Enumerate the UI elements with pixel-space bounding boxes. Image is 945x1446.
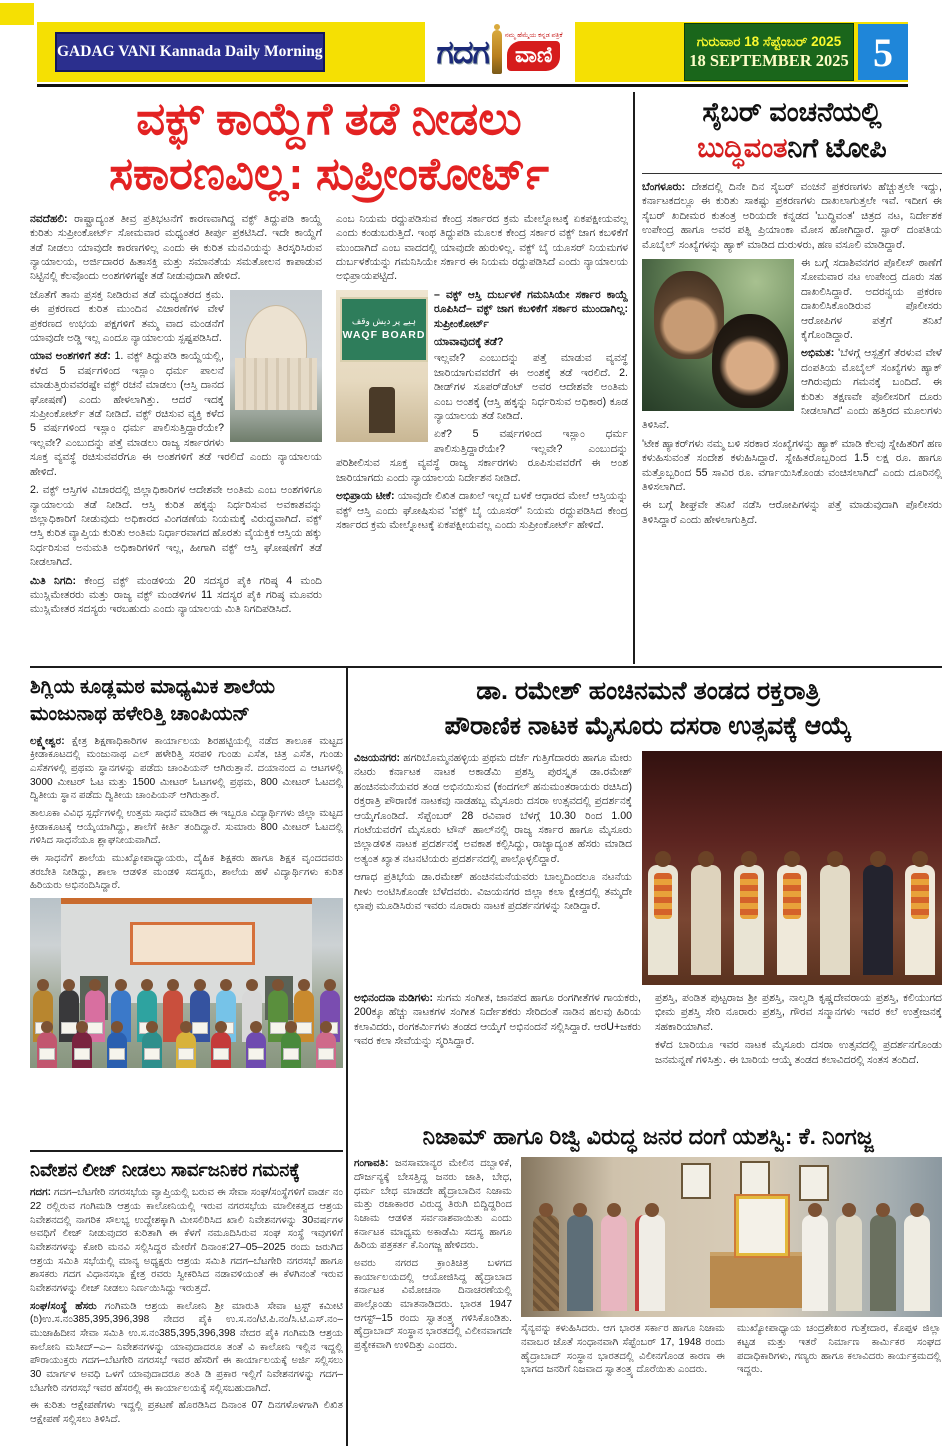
dasara-column-1 <box>354 991 641 1126</box>
students-front-row <box>30 1032 343 1068</box>
artist-figure <box>734 865 764 975</box>
logo-text-gadag: ಗದಗ <box>436 34 489 70</box>
dasara-headline: ಡಾ. ರಮೇಶ್ ಹಂಚಿನಮನೆ ತಂಡದ ರಕ್ತರಾತ್ರಿ ಪೌರಾಣಿಕ ನಾಟಕ ಮೈಸೂರು ದಸರಾ ಉತ್ಸವಕ್ಕೆ ಆಯ್ಕೆ <box>444 677 852 740</box>
paragraph: ಸೈನ್ಯವನ್ನು ಕಳುಹಿಸಿದರು. ಆಗ ಭಾರತ ಸರ್ಕಾರ ಹಾಗೂ ನಿಜಾಮ ನವಾಬರ ಜೊತೆ ಸಂಧಾನವಾಗಿ ಸೆಪ್ಟೆಂಬರ್ 17, 1948 ರಂದು ಹೈದ್ರಾಬಾದ್ ಸಂಸ್ಥಾನ ಭಾರತದಲ್ಲಿ ವಿಲೀನಗೊಂಡ ಕಾರಣ ಈ ಭಾಗದ ಜನರಿಗೆ ನಿಜವಾದ ಸ್ವಾತಂತ್ರ್ಯ ದೊರೆಯಿತು ಎಂದರು. <box>521 1323 725 1376</box>
nizam-event-photo <box>521 1157 942 1317</box>
student-figure <box>211 1032 231 1068</box>
attendee-figure <box>567 1215 593 1311</box>
wall-photo-frame <box>681 1163 711 1199</box>
student-figure <box>316 1032 336 1068</box>
supreme-court-photo <box>230 290 322 442</box>
school-headline: ಶಿಗ್ಲಿಯ ಕೂಡ್ಲಮಠ ಮಾಧ್ಯಮಿಕ ಶಾಲೆಯ ಮಂಜುನಾಥ ಹಳೇರಿತ್ತಿ ಚಾಂಪಿಯನ್ <box>30 676 276 726</box>
lease-headline: ನಿವೇಶನ ಲೀಜ್ ನೀಡಲು ಸಾರ್ವಜನಿಕರ ಗಮನಕ್ಕೆ <box>30 1160 300 1180</box>
newspaper-logo <box>425 22 575 82</box>
artist-figure <box>905 865 935 975</box>
logo-text-vani: ವಾಣಿ <box>507 41 560 71</box>
wall-photo-frame <box>799 1165 829 1201</box>
nizam-column-1 <box>521 1322 725 1440</box>
paragraph: ಗಂಗಾವತಿ: ಜನಸಾಮಾನ್ಯರ ಮೇಲಿನ ದಬ್ಬಾಳಿಕೆ, ದೌರ್ಜನ್ಯಕ್ಕೆ ಬೇಸತ್ತಿದ್ದ ಜನರು ಜಾತಿ, ಬೇಧ, ಧರ್ಮ ಬೇಧ ಮಾಡದೇ ಹೈದ್ರಾಬಾದಿನ ನಿಜಾಮ ಮತ್ತು ರಜಾಕಾರರ ವಿರುದ್ಧ ತಿರುಗಿ ಬಿದ್ದಿದ್ದರಿಂದ ನಿಜಾಮ ಆಡಳಿತ ಸರ್ವನಾಶವಾಯಿತು ಎಂದು ಕರ್ನಾಟಕ ಮಾಧ್ಯಮ ಅಕಾಡೆಮಿ ಸದಸ್ಯ ಹಾಗೂ ಹಿರಿಯ ಪತ್ರಕರ್ತ ಕೆ.ನಿಂಗಜ್ಜ ಹೇಳಿದರು. <box>354 1158 512 1252</box>
student-figure <box>107 1032 127 1068</box>
artist-figure <box>820 865 850 975</box>
pull-quote: – ವಕ್ಫ್ ಆಸ್ತಿ ದುರ್ಬಳಕೆ ಗಮನಿಸಿಯೇ ಸರ್ಕಾರ ಕಾಯ್ದೆ ರೂಪಿಸಿದೆ– ವಕ್ಫ್ ಜಾಗ ಕಬಳಿಕೆಗೆ ಸರ್ಕಾರ ಮುಂದಾಗಿಲ್ಲ: ಸುಪ್ರೀಂಕೋರ್ಟ್ <box>434 288 628 330</box>
actress-figure <box>712 314 788 408</box>
paragraph: ಜೊತೆಗೆ ತಾನು ಪ್ರಸಕ್ತ ನೀಡಿರುವ ತಡೆ ಮಧ್ಯಂತರದ ಕ್ರಮ. ಈ ಪ್ರಕರಣದ ಕುರಿತ ಮುಂದಿನ ವಿಚಾರಣೆಗಳ ವೇಳೆ ಪ್ರಕರಣದ ಉಭಯ ಪಕ್ಷಗಳಿಗೆ ತಮ್ಮ ವಾದ ಮಂಡನೆಗೆ ಯಾವುದೇ ಅಡ್ಡಿ ಇಲ್ಲ ಎಂದೂ ನ್ಯಾಯಾಲಯ ಸ್ಪಷ್ಟಪಡಿಸಿದೆ. <box>30 288 224 345</box>
attendee-figure <box>836 1215 862 1311</box>
paragraph: ಯಾವ ಅಂಶಗಳಿಗೆ ತಡೆ: 1. ವಕ್ಫ್ ತಿದ್ದುಪಡಿ ಕಾಯ್ದೆಯಲ್ಲಿ, ಕಳೆದ 5 ವರ್ಷಗಳಿಂದ ಇಸ್ಲಾಂ ಧರ್ಮ ಪಾಲನೆ ಮಾಡುತ್ತಿರುವವರಷ್ಟೇ ವಕ್ಫ್ ರಚನೆ ಮಾಡಲು (ಆಸ್ತಿ ದಾನದ ಘೋಷಣೆ) ಎಂದು ಹೇಳಲಾಗಿತ್ತು. ಆದರೆ ಇದಕ್ಕೆ ಸುಪ್ರೀಂಕೋರ್ಟ್ ತಡೆ ನೀಡಿದೆ. ವಕ್ಫ್ ರಚಿಸುವ ವ್ಯಕ್ತಿ ಕಳೆದ 5 ವರ್ಷಗಳಿಂದ ಇಸ್ಲಾಂ ಧರ್ಮ ಪಾಲಿಸುತ್ತಿದ್ದಾರೆಯೇ? ಇಲ್ಲವೇ? ಎಂಬುದನ್ನು ಪತ್ತೆ ಮಾಡಲು ರಾಜ್ಯ ಸರ್ಕಾರಗಳು ಸೂಕ್ತ ವ್ಯವಸ್ಥೆ ರಚಿಸುವವರೆಗೂ ಈ ಅಂಶಗಳಿಗೆ ತಡೆ ಇರಲಿದೆ ಎಂದು ನ್ಯಾಯಾಲಯ ಹೇಳಿದೆ. <box>30 350 322 478</box>
wall-photo-frame <box>740 1161 770 1197</box>
page-number: 5 <box>858 24 908 80</box>
paragraph: ಬೆಂಗಳೂರು: ದೇಶದಲ್ಲಿ ದಿನೇ ದಿನ ಸೈಬರ್ ವಂಚನೆ ಪ್ರಕರಣಗಳು ಹೆಚ್ಚುತ್ತಲೇ ಇದ್ದು, ಕರ್ನಾಟಕದಲ್ಲೂ ಈ ಕುರಿತು ಸಾಕಷ್ಟು ಪ್ರಕರಣಗಳು ದಾಖಲಾಗುತ್ತಲೇ ಇವೆ. ಇದೀಗ ಈ ಸೈಬರ್ ಖದೀಮರ ಕುತಂತ್ರ ಅರಿಯದೇ ಕನ್ನಡದ 'ಬುದ್ಧಿವಂತ' ಚಿತ್ರದ ನಟ, ನಿರ್ದೇಶಕ ಉಪೇಂದ್ರ ಹಾಗೂ ಅವರ ಪತ್ನಿ ಪ್ರಿಯಾಂಕಾ ಮೋಸ ಹೋಗಿದ್ದಾರೆ. ಸ್ಟಾರ್ ದಂಪತಿಯ ಮೊಬೈಲ್ ಸಂಖ್ಯೆಗಳನ್ನು ಹ್ಯಾಕ್ ಮಾಡಿದ ದುರುಳರು, ಹಣ ವಸೂಲಿ ಮಾಡಿದ್ದಾರೆ. <box>642 180 942 251</box>
section-rule <box>30 666 942 668</box>
article-school <box>30 674 343 1126</box>
column-rule <box>633 92 635 664</box>
dasara-stage-photo <box>642 751 942 985</box>
waqf-headline: ವಕ್ಫ್ ಕಾಯ್ದೆಗೆ ತಡೆ ನೀಡಲು ಸಕಾರಣವಿಲ್ಲ: ಸುಪ್ರೀಂಕೋರ್ಟ್ <box>109 93 549 199</box>
masthead <box>37 22 908 82</box>
waqf-board-photo <box>336 290 428 442</box>
masthead-rule <box>37 84 908 87</box>
article-dasara <box>354 674 942 1126</box>
nizam-column-2 <box>737 1322 941 1440</box>
upendra-couple-photo <box>642 259 794 411</box>
paragraph: ಪ್ರಶಸ್ತಿ, ಪಂಡಿತ ಪುಟ್ಟರಾಜ ಶ್ರೀ ಪ್ರಶಸ್ತಿ, ನಾಲ್ವಡಿ ಕೃಷ್ಣದೇವರಾಯ ಪ್ರಶಸ್ತಿ, ಕಲಿಯುಗದ ಭೀಮ ಪ್ರಶಸ್ತಿ ಸೇರಿ ನೂರಾರು ಪ್ರಶಸ್ತಿ, ಗೌರವ ಸನ್ಮಾನಗಳು ಇವರ ಕಲೆ ಉತ್ತೇಜನಕ್ಕೆ ಸಹಕಾರಿಯಾಗಿವೆ. <box>655 992 942 1033</box>
attendee-figure <box>635 1215 665 1311</box>
corner-mark <box>0 3 34 25</box>
column-rule <box>346 668 348 1446</box>
date-box <box>684 23 854 81</box>
paragraph: ವಿಜಯನಗರ: ಹಗರಿಬೊಮ್ಮನಹಳ್ಳಿಯ ಪ್ರಥಮ ದರ್ಜೆ ಗುತ್ತಿಗೆದಾರರು ಹಾಗೂ ಮೇರು ನಟರು ಕರ್ನಾಟಕ ನಾಟಕ ಅಕಾಡೆಮಿ ಪ್ರಶಸ್ತಿ ಪುರಸ್ಕೃತ ಡಾ.ರಮೇಶ್ ಹಂಚಿನಮನೆಯವರ ತಂಡ ಅಭಿನಯಿಸುವ (ಕಂದಗಲ್ ಹನುಮಂತರಾಯರು ರಚಿಸಿದ) ರಕ್ತರಾತ್ರಿ ಪೌರಾಣಿಕ ನಾಟಕವು ನಾಡಹಬ್ಬ ಮೈಸೂರು ದಸರಾ ಉತ್ಸವದಲ್ಲಿ ಪ್ರದರ್ಶನಕ್ಕೆ ಆಯ್ಕೆಗೊಂಡಿದೆ. ಸೆಪ್ಟೆಂಬರ್ 28 ರವಿವಾರ ಬೆಳಗ್ಗೆ 10.30 ರಿಂದ 1.00 ಗಂಟೆಯವರೆಗೆ ಮೈಸೂರು ಟೌನ್ ಹಾಲ್‌ನಲ್ಲಿ ರಾಜ್ಯ ಸರ್ಕಾರ ಹಾಗೂ ಮೈಸೂರು ಜಿಲ್ಲಾಡಳಿತ ನಾಟಕ ಪ್ರದರ್ಶನಕ್ಕೆ ಅವಕಾಶ ಕಲ್ಪಿಸಿದ್ದು, ರಾಜ್ಯಾದ್ಯಂತ ಹೆಸರು ಮಾಡಿದ ಅತ್ಯಂತ ಖ್ಯಾತ ನಟನಟಿಯರು ಪ್ರದರ್ಶನದಲ್ಲಿ ಪಾಲ್ಗೊಳ್ಳಲಿದ್ದಾರೆ. <box>354 752 632 865</box>
waqf-board-sign <box>340 297 428 362</box>
stage-figures <box>642 865 942 975</box>
date-english: 18 SEPTEMBER 2025 <box>689 50 849 70</box>
dasara-column-2 <box>655 991 942 1126</box>
attendee-figure <box>870 1215 896 1311</box>
paragraph: ಈ ಸಾಧನೆಗೆ ಶಾಲೆಯ ಮುಖ್ಯೋಪಾಧ್ಯಾಯರು, ದೈಹಿಕ ಶಿಕ್ಷಕರು ಹಾಗೂ ಶಿಕ್ಷಕ ವೃಂದದವರು ತರಬೇತಿ ನೀಡಿದ್ದು, ಶಾಲಾ ಆಡಳಿತ ಮಂಡಳಿ ಸದಸ್ಯರು, ಶಾಲೆಯ ಹಳೆ ವಿದ್ಯಾರ್ಥಿಗಳು ಕುರಿತ ಹಿರಿಯರು ಅಭಿನಂದಿಸಿದ್ದಾರೆ. <box>30 852 343 892</box>
cyber-headline: ಸೈಬರ್ ವಂಚನೆಯಲ್ಲಿ ಬುದ್ಧಿವಂತನಿಗೆ ಟೋಪಿ <box>642 94 942 174</box>
waqf-column-1 <box>30 212 322 642</box>
attendee-figure <box>802 1215 828 1311</box>
attendees-right <box>802 1215 930 1311</box>
paragraph: ತಾಲೂಕಾ ವಿವಿಧ ಸ್ಪರ್ಧೆಗಳಲ್ಲಿ ಉತ್ತಮ ಸಾಧನೆ ಮಾಡಿದ ಈ ಇಬ್ಬರೂ ವಿದ್ಯಾರ್ಥಿಗಳು ಜಿಲ್ಲಾ ಮಟ್ಟದ ಕ್ರೀಡಾಕೂಟಕ್ಕೆ ಆಯ್ಕೆಯಾಗಿದ್ದು, ಶಾಲೆಗೆ ಕೀರ್ತಿ ತಂದಿದ್ದಾರೆ. ಸುಮಾರು 800 ಮೀಟರ್ ಓಟದಲ್ಲಿ ಗಳಿಸಿದ ಸಾಧನೆಯೂ ಶ್ಲಾಘನೀಯವಾಗಿದೆ. <box>30 807 343 847</box>
paragraph: ಈ ಬಗ್ಗೆ ಸದಾಶಿವನಗರ ಪೊಲೀಸ್ ಠಾಣೆಗೆ ಸೋಮವಾರ ನಟ ಉಪೇಂದ್ರ ದೂರು ಸಹ ದಾಖಲಿಸಿದ್ದಾರೆ. ಅದರನ್ವಯ ಪ್ರಕರಣ ದಾಖಲಿಸಿಕೊಂಡಿರುವ ಪೊಲೀಸರು ಆರೋಪಿಗಳ ಪತ್ತೆಗೆ ತನಿಖೆ ಕೈಗೊಂಡಿದ್ದಾರೆ. <box>801 256 942 341</box>
student-figure <box>142 1032 162 1068</box>
paragraph: ಎಂಬ ನಿಯಮ ರದ್ದುಪಡಿಸುವ ಕೇಂದ್ರ ಸರ್ಕಾರದ ಕ್ರಮ ಮೇಲ್ನೋಟಕ್ಕೆ ಏಕಪಕ್ಷೀಯವಲ್ಲ ಎಂದು ಕಂಡುಬರುತ್ತಿದೆ. ಇಂಥ ತಿದ್ದುಪಡಿ ಮೂಲಕ ಕೇಂದ್ರ ಸರ್ಕಾರ ವಕ್ಫ್ ಜಾಗ ಕಬಳಿಕೆಗೆ ಮುಂದಾಗಿದೆ ಎಂಬ ವಾದದಲ್ಲಿ ಯಾವುದೇ ಹುರುಳಿಲ್ಲ. ವಕ್ಫ್ ಬೈ ಯೂಸರ್ ನಿಯಮಗಳ ದುರ್ಬಳಕೆಯನ್ನು ಗಮನಿಸಿಯೇ ಸರ್ಕಾರ ಈ ನಿಯಮ ರದ್ದುಪಡಿಸಿದೆ ಎಂದು ನ್ಯಾಯಾಲಯ ಅಭಿಪ್ರಾಯಪಟ್ಟಿದೆ. <box>336 212 628 283</box>
paragraph: 2. ವಕ್ಫ್ ಆಸ್ತಿಗಳ ವಿಚಾರದಲ್ಲಿ ಜಿಲ್ಲಾಧಿಕಾರಿಗಳ ಆದೇಶವೇ ಅಂತಿಮ ಎಂಬ ಅಂಶಗಳಿಗೂ ನ್ಯಾಯಾಲಯ ತಡೆ ನೀಡಿದೆ. ಆಸ್ತಿ ಕುರಿತ ಹಕ್ಕನ್ನು ನಿರ್ಧರಿಸುವ ಅವಕಾಶವನ್ನು ಜಿಲ್ಲಾಧಿಕಾರಿಗೆ ನೀಡುವುದು ಅಧಿಕಾರದ ವಿಂಗಡಣೆಯ ನಿಯಮಕ್ಕೆ ವಿರುದ್ಧವಾಗಿದೆ. ವಕ್ಫ್ ಆಸ್ತಿ ಕುರಿತ ವ್ಯಾಪ್ತಿಯ ಕುರಿತು ಅಂತಿಮ ನಿರ್ಧಾರವಾಗದ ಹೊರತು ವೈಯಕ್ತಿಕ ಆಸ್ತಿಯ ಹಕ್ಕು ನಿರ್ಧರಿಸುವ ಅನುಮತಿ ಅಧಿಕಾರಿಗಳಿಗೆ ಇಲ್ಲ, ಹೀಗಾಗಿ ವಕ್ಫ್ ಆಸ್ತಿ ಘೋಷಣೆಗೆ ತಡೆ ನೀಡಲಾಗಿದೆ. <box>30 484 322 569</box>
waqf-column-2 <box>336 212 628 642</box>
paragraph: ಅಭಿಪ್ರಾಯ ಟೀಕೆ: ಯಾವುದೇ ಲಿಖಿತ ದಾಖಲೆ ಇಲ್ಲದೆ ಬಳಕೆ ಆಧಾರದ ಮೇಲೆ ಆಸ್ತಿಯನ್ನು ವಕ್ಫ್ ಆಸ್ತಿ ಎಂದು ಘೋಷಿಸುವ 'ವಕ್ಫ್ ಬೈ ಯೂಸರ್' ನಿಯಮ ರದ್ದುಪಡಿಸಿದ ಕೇಂದ್ರ ಸರ್ಕಾರದ ಕ್ರಮ ಮೇಲ್ನೋಟಕ್ಕೆ ಏಕಪಕ್ಷೀಯವಲ್ಲ ಎಂದು ಸುಪ್ರೀಂಕೋರ್ಟ್ ಹೇಳಿದೆ. <box>336 490 628 531</box>
paragraph: ಗದಗ: ಗದಗ–ಬೆಟಗೇರಿ ನಗರಸಭೆಯ ವ್ಯಾಪ್ತಿಯಲ್ಲಿ ಬರುವ ಈ ಸೇವಾ ಸಂಘ/ಸಂಸ್ಥೆಗಳಿಗೆ ವಾರ್ಡ ನಂ 22 ರಲ್ಲಿರುವ ಗಂಗಿಮಡಿ ಆಶ್ರಯ ಕಾಲೋನಿಯಲ್ಲಿ ಇರುವ ನಗರಸಭೆಯ ಮಾಲೀಕತ್ವದ ಆಶ್ರಯ ನಿವೇಶನದಲ್ಲಿ ನಾಗರಿಕ ಸೌಲಭ್ಯ ಉದ್ದೇಶಕ್ಕಾಗಿ ಮೀಸಲಿರಿಸಿದ ಖಾಲಿ ನಿವೇಶನಗಳನ್ನು 30ವರ್ಷಗಳ ಅವಧಿಗೆ ಲೀಜ್ ನೀಡುವುದರ ಕುರಿತಾಗಿ ಈ ಕೆಳಗೆ ನಮೂದಿಸಿರುವ ಸಂಘ ಸಂಸ್ಥೆ ಇವುಗಳಿಗೆ ನಿವೇಶನಗಳನ್ನು ಕೋರಿ ಮನವಿ ಸಲ್ಲಿಸಿದ್ದರ ಮೇರೆಗೆ ದಿನಾಂಕ:27–05–2025 ರಂದು ಜರುಗಿದ ಆಶ್ರಯ ಸಮಿತಿ ಸಭೆಯಲ್ಲಿ ಮಾನ್ಯ ಅಧ್ಯಕ್ಷರು ಆಶ್ರಯ ಸಮಿತಿ ಗದಗ–ಬೆಟಗೇರಿ ನಗರಸಭೆ ಹಾಗೂ ಶಾಸಕರು ಗದಗ ವಿಧಾನಸಭಾ ಕ್ಷೇತ್ರ ರವರು ಸ್ವೀಕರಿಸಿದ ನಡಾವಳಿಯಂತೆ ಈ ಕೆಳಗಿನಂತೆ ಇರುವ ನಿವೇಶನಗಳನ್ನು ಲೀಜ್ ನೀಡಲು ನಿರ್ಣಯಿಸಿದ್ದು ಇರುತ್ತದೆ. <box>30 1187 343 1294</box>
student-figure <box>246 1032 266 1068</box>
attendee-figure <box>601 1215 627 1311</box>
garlanded-portrait <box>736 1196 788 1256</box>
logo-tagline: ನಮ್ಮ ಹೆಮ್ಮೆಯ ಕನ್ನಡ ಪತ್ರಿಕೆ <box>504 32 563 40</box>
court-building <box>235 358 318 410</box>
section-rule <box>30 1150 343 1152</box>
nizam-left-column <box>354 1157 512 1446</box>
paragraph: ಏಕೆ? 5 ವರ್ಷಗಳಿಂದ ಇಸ್ಲಾಂ ಧರ್ಮ ಪಾಲಿಸುತ್ತಿದ್ದಾರೆಯೇ? ಇಲ್ಲವೇ? ಎಂಬುದನ್ನು ಪರಿಶೀಲಿಸುವ ಸೂಕ್ತ ವ್ಯವಸ್ಥೆ ರಾಜ್ಯ ಸರ್ಕಾರಗಳು ರೂಪಿಸುವವರೆಗೆ ಈ ಅಂಶ ಜಾರಿಯಾಗದು ಎಂದು ನ್ಯಾಯಾಲಯ ನಿರ್ದೇಶನ ನೀಡಿದೆ. <box>336 428 628 484</box>
paragraph: ಇಲ್ಲವೇ? ಎಂಬುದನ್ನು ಪತ್ತೆ ಮಾಡುವ ವ್ಯವಸ್ಥೆ ಜಾರಿಯಾಗುವವರೆಗೆ ಈ ಅಂಶಕ್ಕೆ ತಡೆ ಇರಲಿದೆ. 2. ಡೀಡ್‌ಗಳ ಸೂಪರ್‌ಡೆಂಟ್ ಅವರ ಆದೇಶವೇ ಅಂತಿಮ ಎಂಬ ಅಂಶಕ್ಕೆ (ಆಸ್ತಿ ಹಕ್ಕನ್ನು ನಿರ್ಧರಿಸುವ ಅಧಿಕಾರ) ಕೂಡ ನ್ಯಾಯಾಲಯ ತಡೆ ನೀಡಿದೆ. <box>434 352 628 423</box>
article-nizam <box>354 1122 942 1446</box>
paragraph: ಕಳೆದ ಬಾರಿಯೂ ಇವರ ನಾಟಕ ಮೈಸೂರು ದಸರಾ ಉತ್ಸವದಲ್ಲಿ ಪ್ರದರ್ಶನಗೊಂಡು ಜನಮನ್ನಣೆ ಗಳಿಸಿತ್ತು. ಈ ಬಾರಿಯ ಆಯ್ಕೆ ತಂಡದ ಕಲಾವಿದರಲ್ಲಿ ಸಂತಸ ತಂದಿದೆ. <box>655 1039 942 1066</box>
paragraph: ನವದೆಹಲಿ: ರಾಷ್ಟ್ರಾದ್ಯಂತ ತೀವ್ರ ಪ್ರತಿಭಟನೆಗೆ ಕಾರಣವಾಗಿದ್ದ ವಕ್ಫ್ ತಿದ್ದುಪಡಿ ಕಾಯ್ದೆ ಕುರಿತು ಸುಪ್ರೀಂಕೋರ್ಟ್ ಸೋಮವಾರ ಮಧ್ಯಂತರ ತೀರ್ಪು ಪ್ರಕಟಿಸಿದೆ. ಇದೇ ಕಾಯ್ದೆಗೆ ತಡೆ ನೀಡಲು ಯಾವುದೇ ಕಾರಣಗಳಿಲ್ಲ ಎಂದು ಈ ಕುರಿತ ಮನವಿಯನ್ನು ತಿರಸ್ಕರಿಸಿರುವ ನ್ಯಾಯಾಲಯ, ಅರ್ಜಿದಾರರ ಹಿತಾಸಕ್ತಿ ಮತ್ತು ಸಮಾನತೆಯ ಸಮತೋಲನ ಕಾಪಾಡುವ ನಿಟ್ಟಿನಲ್ಲಿ ಕೆಲವೊಂದು ಅಂಶಗಳಿಗಷ್ಟೇ ತಡೆ ನೀಡುವುದಾಗಿ ಹೇಳಿದೆ. <box>30 212 322 283</box>
attendee-figure <box>904 1215 930 1311</box>
paragraph: ಈ ಬಗ್ಗೆ ಶೀಘ್ರವೇ ತನಿಖೆ ನಡೆಸಿ ಆರೋಪಿಗಳನ್ನು ಪತ್ತೆ ಮಾಡುವುದಾಗಿ ಪೊಲೀಸರು ತಿಳಿಸಿದ್ದಾರೆ ಎಂದು ಹೇಳಲಾಗುತ್ತಿದೆ. <box>642 499 942 526</box>
paragraph: ಲಕ್ಷ್ಮೇಶ್ವರ: ಕ್ಷೇತ್ರ ಶಿಕ್ಷಣಾಧಿಕಾರಿಗಳ ಕಾರ್ಯಾಲಯ ಶಿರಹಟ್ಟಿಯಲ್ಲಿ ನಡೆದ ತಾಲೂಕ ಮಟ್ಟದ ಕ್ರೀಡಾಕೂಟದಲ್ಲಿ ಮಂಜುನಾಥ ಎಲ್ ಹಳೇರಿತ್ತಿ ಸರಪಳಿ ಗುಂಡು ಎಸೆತ, ಚಿತ್ರ ಎಸೆತ, ಗುಂಡು ಎಸೆತಗಳಲ್ಲಿ ಪ್ರಥಮ ಸ್ಥಾನಗಳನ್ನು ಪಡೆದು ಚಾಂಪಿಯನ್ ಆಗಿರುತ್ತಾನೆ. ದಯಾನಂದ ಎ ಆಟಗಳಲ್ಲಿ 3000 ಮೀಟರ್ ಓಟ ಮತ್ತು 1500 ಮೀಟರ್ ಓಟಗಳಲ್ಲಿ ಪ್ರಥಮ, 800 ಮೀಟರ್ ಓಟದಲ್ಲಿ ದ್ವಿತೀಯ ಸ್ಥಾನ ಪಡೆದು ದ್ವಿತೀಯ ಚಾಂಪಿಯನ್ ಆಗಿರುತ್ತಾರೆ. <box>30 735 343 802</box>
paragraph: ಮುಖ್ಯೋಪಾಧ್ಯಾಯ ಚಂದ್ರಶೇಖರ ಗುತ್ತೇದಾರ, ಕೊಪ್ಪಳ ಜಿಲ್ಲಾ ಕಟ್ಟಡ ಮತ್ತು ಇತರೆ ನಿರ್ಮಾಣ ಕಾರ್ಮಿಕರ ಸಂಘದ ಪದಾಧಿಕಾರಿಗಳು, ಗಣ್ಯರು ಹಾಗೂ ಕಲಾವಿದರು ಕಾರ್ಯಕ್ರಮದಲ್ಲಿ ಇದ್ದರು. <box>737 1323 941 1376</box>
artist-figure <box>648 865 678 975</box>
subhead: ಯಾವಾವುದಕ್ಕೆ ತಡೆ? <box>434 336 504 349</box>
article-cyber <box>642 94 942 664</box>
school-sign-board <box>130 922 255 965</box>
paragraph: ಆಗಾಧ ಪ್ರತಿಭೆಯ ಡಾ.ರಮೇಶ್ ಹಂಚಿನಮನೆಯವರು ಬಾಲ್ಯದಿಂದಲೂ ನಟನೆಯ ಗೀಳು ಅಂಟಿಸಿಕೊಂಡೇ ಬೆಳೆದವರು. ವಿಜಯನಗರ ಜಿಲ್ಲಾ ಕಲಾ ಕ್ಷೇತ್ರದಲ್ಲಿ ತಮ್ಮದೇ ಛಾಪು ಮೂಡಿಸಿರುವ ಇವರು ನೂರಾರು ನಾಟಕ ಪ್ರದರ್ಶನಗಳನ್ನು ನೀಡಿದ್ದಾರೆ. <box>354 871 632 913</box>
article-waqf <box>30 92 628 664</box>
court-dome <box>245 305 308 362</box>
article-lease-notice <box>30 1158 343 1446</box>
waqf-building-door <box>369 387 395 433</box>
paragraph: ಅವರು ನಗರದ ಕ್ರಾಂತಿಚಿತ್ರ ಬಳಗದ ಕಾರ್ಯಾಲಯದಲ್ಲಿ ಆಯೋಜಿಸಿದ್ದ ಹೈದ್ರಾಬಾದ ಕರ್ನಾಟಕ ವಿಮೋಚನಾ ದಿನಾಚರಣೆಯಲ್ಲಿ ಪಾಲ್ಗೊಂಡು ಮಾತನಾಡಿದರು. ಭಾರತ 1947 ಆಗಸ್ಟ್‌–15 ರಂದು ಸ್ವಾತಂತ್ರ್ಯ ಗಳಿಸಿಕೊಂಡಿತು. ಹೈದ್ರಾಬಾದ್ ಸಂಸ್ಥಾನ ಭಾರತದಲ್ಲಿ ವಿಲೀನವಾಗದೇ ಪ್ರತ್ಯೇಕವಾಗಿ ಉಳಿದಿತ್ತು ಎಂದರು. <box>354 1257 512 1351</box>
artist-figure <box>777 865 807 975</box>
masthead-banner: GADAG VANI Kannada Daily Morning <box>55 32 325 72</box>
guest-figure <box>863 865 893 975</box>
statue-icon <box>492 30 502 74</box>
student-figure <box>176 1032 196 1068</box>
paragraph: ಅಭಿಮತ: 'ಬೆಳಗ್ಗೆ ಆಸ್ಪತ್ರೆಗೆ ತೆರಳುವ ವೇಳೆ ದಂಪತಿಯ ಮೊಬೈಲ್ ಸಂಖ್ಯೆಗಳು ಹ್ಯಾಕ್ ಆಗಿರುವುದು ಗಮನಕ್ಕೆ ಬಂದಿದೆ. ಈ ಕುರಿತು ತಕ್ಷಣವೇ ಪೊಲೀಸರಿಗೆ ದೂರು ನೀಡಲಾಗಿದೆ' ಎಂದು ಹತ್ತಿರದ ಮೂಲಗಳು ತಿಳಿಸಿವೆ. <box>642 347 942 432</box>
table <box>710 1252 811 1307</box>
artist-figure <box>691 865 721 975</box>
paragraph: ಸಂಘ/ಸಂಸ್ಥೆ ಹೆಸರು ಗಂಗಿಮಡಿ ಆಶ್ರಯ ಕಾಲೋನಿ ಶ್ರೀ ಮಾರುತಿ ಸೇವಾ ಟ್ರಸ್ಟ್ ಕಮೀಟಿ (ರಿ)ಉ.ಸ.ನಂ385,395,396,398 ನೇದರ ಪೈಕಿ ಉ.ಸ.ನಂ/ಟಿ.ಪಿ.ನಂ/ಸಿ.ಟಿ.ಎಸ್.ನಂ– ಮುಜಾಹಿದೀನ ಸೇವಾ ಸಮಿತಿ ಉ.ಸ.ನಂ385,395,396,398 ನೇದರ ಪೈಕಿ ಗಂಗಿಮಡಿ ಆಶ್ರಯ ಕಾಲೋನಿ ಮಸೀದ್–ಎ– ನಿವೇಶನಗಳನ್ನು ಯಾವುದಾದರೂ ತಂತೆ ವಿ ಕಾಲೋನಿ ಇಲ್ಲಿನ ಇದ್ದಲ್ಲಿ ಪೌರಾಯುಕ್ತರು ಗದಗ–ಬೆಟಗೇರಿ ನಗರಸಭೆ ಇವರ ಹೆಸರಿಗೆ ಈ ಕಾರ್ಯಾಲಯಕ್ಕೆ ಅರ್ಜಿ ಸಲ್ಲಿಸಲು 30 ಮಾರ್ಗಳ ಅವಧಿ ಒಳಗೆ ಯಾವುದಾದರೂ ತಂತಿ ಡಿ ಪ್ರಕಾರ ಇಲ್ಲಿಗೆ ನಿವೇಶನಗಳನ್ನು ಗದಗ–ಬೆಟಗೇರಿ ನಗರಸಭೆ ಇವರ ಹೆಸರಲ್ಲಿ ಈ ಕಾರ್ಯಾಲಯಕ್ಕೆ ಸಲ್ಲಿಸಬಹುದಾಗಿದೆ. <box>30 1300 343 1394</box>
students-group-photo <box>30 898 343 1068</box>
student-figure <box>37 1032 57 1068</box>
student-figure <box>281 1032 301 1068</box>
waqf-sign-english: WAQF BOARD <box>342 329 426 342</box>
attendees-left <box>533 1215 665 1311</box>
paragraph: ಮಿತಿ ನಿಗದಿ: ಕೇಂದ್ರ ವಕ್ಫ್ ಮಂಡಳಿಯ 20 ಸದಸ್ಯರ ಪೈಕಿ ಗರಿಷ್ಠ 4 ಮಂದಿ ಮುಸ್ಲಿಮೇತರರು ಮತ್ತು ರಾಜ್ಯ ವಕ್ಫ್ ಮಂಡಳಿಗಳ 11 ಸದಸ್ಯರ ಪೈಕಿ ಗರಿಷ್ಠ ಮೂವರು ಮುಸ್ಲಿಮೇತರ ಸದಸ್ಯರು ಇರಬಹುದು ಎಂದು ನ್ಯಾಯಾಲಯ ಮಿತಿ ನಿಗದಿಪಡಿಸಿದೆ. <box>30 574 322 616</box>
dasara-lead-column <box>354 751 632 985</box>
date-kannada: ಗುರುವಾರ 18 ಸೆಪ್ಟೆಂಬರ್ 2025 <box>696 34 842 50</box>
paragraph: ಈ ಕುರಿತು ಆಕ್ಷೇಪಣೆಗಳು ಇದ್ದಲ್ಲಿ ಪ್ರಕಟಣೆ ಹೊರಡಿಸಿದ ದಿನಾಂಕ 07 ದಿನಗಳೊಳಗಾಗಿ ಲಿಖಿತ ಆಕ್ಷೇಪಣೆ ಸಲ್ಲಿಸಲು ತಿಳಿಸಿದೆ. <box>30 1400 343 1426</box>
student-figure <box>72 1032 92 1068</box>
attendee-figure <box>533 1215 559 1311</box>
waqf-sign-urdu: ہیے پر دیش وقف <box>351 316 417 327</box>
nizam-headline: ನಿಜಾಮ್ ಹಾಗೂ ರಿಜ್ವಿ ವಿರುದ್ಧ ಜನರ ದಂಗೆ ಯಶಸ್ವಿ: ಕೆ. ನಿಂಗಜ್ಜ <box>422 1124 874 1149</box>
paragraph: 'ಟೇಕ ಹ್ಯಾಕರ್‌ಗಳು ನಮ್ಮ ಬಳಿ ಸರಕಾರ ಸಂಖ್ಯೆಗಳನ್ನು ಹ್ಯಾಕ್ ಮಾಡಿ ಕೆಲವು ಸ್ನೇಹಿತರಿಗೆ ಹಣ ಕಳುಹಿಸುವಂತೆ ಸಂದೇಶ ಕಳುಹಿಸಿದ್ದಾರೆ. ಸ್ನೇಹಿತರೊಬ್ಬರಿಂದ 1.5 ಲಕ್ಷ ರೂ. ಹಾಗೂ ಮತ್ತೊಬ್ಬರಿಂದ 55 ಸಾವಿರ ರೂ. ವರ್ಗಾಯಿಸಿಕೊಂಡು ವಂಚಿಸಲಾಗಿದೆ' ಎಂದು ದೂರಿನಲ್ಲಿ ತಿಳಿಸಲಾಗಿದೆ. <box>642 437 942 493</box>
paragraph: ಅಭಿನಂದನಾ ನುಡಿಗಳು: ಸುಗಮ ಸಂಗೀತ, ಜಾನಪದ ಹಾಗೂ ರಂಗಗೀತೆಗಳ ಗಾಯಕರು, 200ಕ್ಕೂ ಹೆಚ್ಚು ನಾಟಕಗಳ ಸಂಗೀತ ನಿರ್ದೇಶಕರು ಸೇರಿದಂತೆ ನಾಡಿನ ಹಲವು ಹಿರಿಯ ಕಲಾವಿದರು, ರಂಗಕರ್ಮಿಗಳು ತಂಡದ ಆಯ್ಕೆಗೆ ಅಭಿನಂದನೆ ಸಲ್ಲಿಸಿದ್ದಾರೆ. ಆರU+ಜಕರು ಇವರ ಕಲಾ ಸೇವೆಯನ್ನು ಸ್ಮರಿಸಿದ್ದಾರೆ. <box>354 992 641 1048</box>
